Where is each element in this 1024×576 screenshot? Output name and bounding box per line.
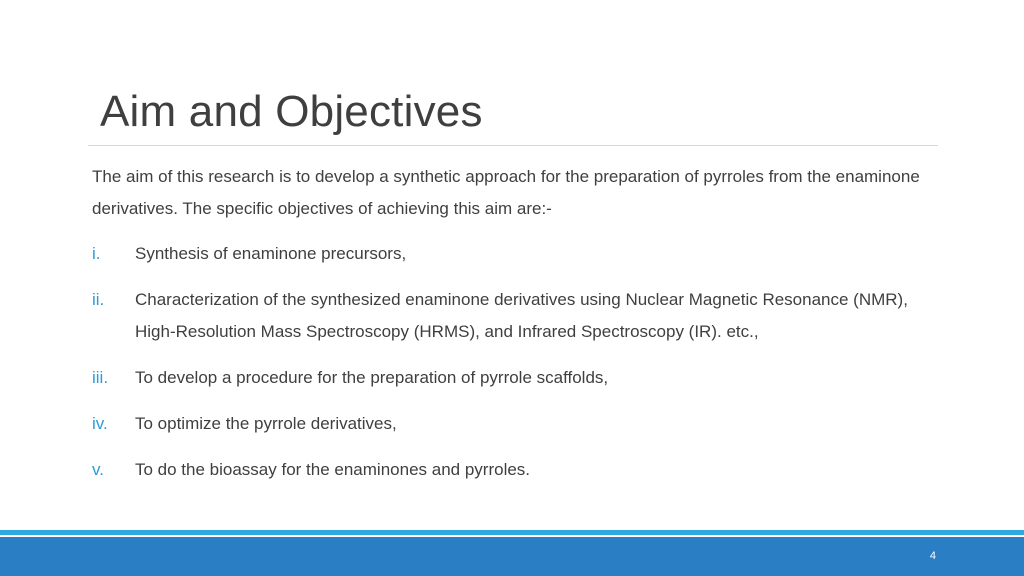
objective-item: [92, 238, 942, 270]
objective-text: To do the bioassay for the enaminones and pyrroles.: [135, 460, 531, 479]
objective-text: Characterization of the synthesized enaminone derivatives using Nuclear Magnetic Resonance (NMR), High-Resolution Mass Spectroscopy (HRMS), and Infrared Spectroscopy (IR). etc.,: [135, 290, 908, 341]
objective-item: [92, 454, 942, 486]
objective-item: [92, 362, 942, 394]
intro-paragraph: The aim of this research is to develop a synthetic approach for the preparation of pyrroles from the enaminone derivatives. The specific objectives of achieving this aim are:-: [92, 167, 920, 218]
objective-text: Synthesis of enaminone precursors,: [135, 244, 407, 263]
objective-marker: iii.: [92, 368, 109, 387]
objective-text: To develop a procedure for the preparation of pyrrole scaffolds,: [135, 368, 609, 387]
objective-item: [92, 408, 942, 440]
title-divider: [88, 145, 938, 146]
footer-accent-line: [0, 530, 1024, 535]
objective-item: [92, 284, 942, 348]
page-number: 4: [929, 550, 936, 562]
objective-text: To optimize the pyrrole derivatives,: [135, 414, 397, 433]
objectives-list: [92, 238, 942, 500]
objective-marker: v.: [92, 460, 104, 479]
footer-bar: [0, 537, 1024, 576]
objective-marker: iv.: [92, 414, 108, 433]
objective-marker: i.: [92, 244, 101, 263]
slide-title: Aim and Objectives: [100, 87, 483, 136]
objective-marker: ii.: [92, 290, 105, 309]
